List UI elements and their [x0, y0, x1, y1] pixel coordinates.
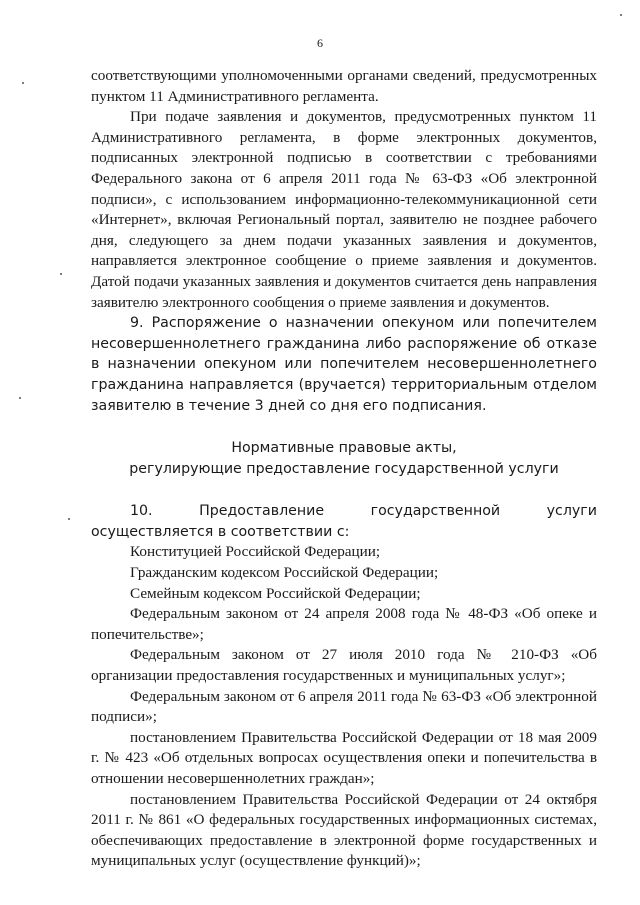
law-list-item: Федеральным законом от 6 апреля 2011 года № 63-ФЗ «Об электронной подписи»;: [91, 687, 597, 726]
scan-speck: [19, 397, 21, 399]
section-heading-line-2: регулирующие предоставление государственной услуги: [129, 460, 559, 477]
law-list-item: Федеральным законом от 24 апреля 2008 года № 48-ФЗ «Об опеке и попечительстве»;: [91, 605, 597, 643]
section-heading-line-1: Нормативные правовые акты,: [231, 440, 457, 457]
paragraph-continuation: соответствующими уполномоченными органами сведений, предусмотренных пунктом 11 Административного регламента.: [91, 67, 597, 105]
law-list-item: постановлением Правительства Российской Федерации от 24 октября 2011 г. № 861 «О федеральных государственных информационных системах, обеспечивающих предоставление в электронной форме государственных и муниципальных услуг (осуществление функций)»;: [91, 790, 597, 870]
paragraph-9: 9. Распоряжение о назначении опекуном или попечителем несовершеннолетнего гражданина либо распоряжение об отказе в назначении опекуном или попечителем несовершеннолетнего гражданина направляется (вручается) территориальным отделом заявителю в течение 3 дней со дня его подписания.: [91, 315, 597, 414]
page-number: 6: [317, 36, 323, 50]
paragraph-10-intro: 10. Предоставление государственной услуги осуществляется в соответствии с:: [91, 503, 597, 540]
document-body: [91, 66, 597, 872]
law-list-item: Гражданским кодексом Российской Федерации;: [130, 564, 439, 582]
scan-speck: [620, 14, 622, 16]
law-list-item: Конституцией Российской Федерации;: [130, 543, 381, 561]
paragraph-electronic-submission: При подаче заявления и документов, предусмотренных пунктом 11 Административного регламента, в форме электронных документов, подписанных электронной подписью в соответствии с требованиями Федерального закона от 6 апреля 2011 года № 63-ФЗ «Об электронной подписи», с использованием информационно-телекоммуникационной сети «Интернет», включая Региональный портал, заявителю не позднее рабочего дня, следующего за днем подачи указанных заявления и документов, направляется электронное сообщение о приеме заявления и документов. Датой подачи указанных заявления и документов считается день направления заявителю электронного сообщения о приеме заявления и документов.: [91, 108, 597, 311]
scan-speck: [60, 273, 62, 275]
section-heading: [91, 438, 597, 479]
law-list-item: постановлением Правительства Российской Федерации от 18 мая 2009 г. № 423 «Об отдельных вопросах осуществления опеки и попечительства в отношении несовершеннолетних граждан»;: [91, 728, 597, 787]
law-list-item: Федеральным законом от 27 июля 2010 года № 210-ФЗ «Об организации предоставления государственных и муниципальных услуг»;: [91, 646, 597, 685]
law-list-item: Семейным кодексом Российской Федерации;: [130, 584, 421, 602]
scan-speck: [22, 82, 24, 84]
scan-speck: [68, 518, 70, 520]
